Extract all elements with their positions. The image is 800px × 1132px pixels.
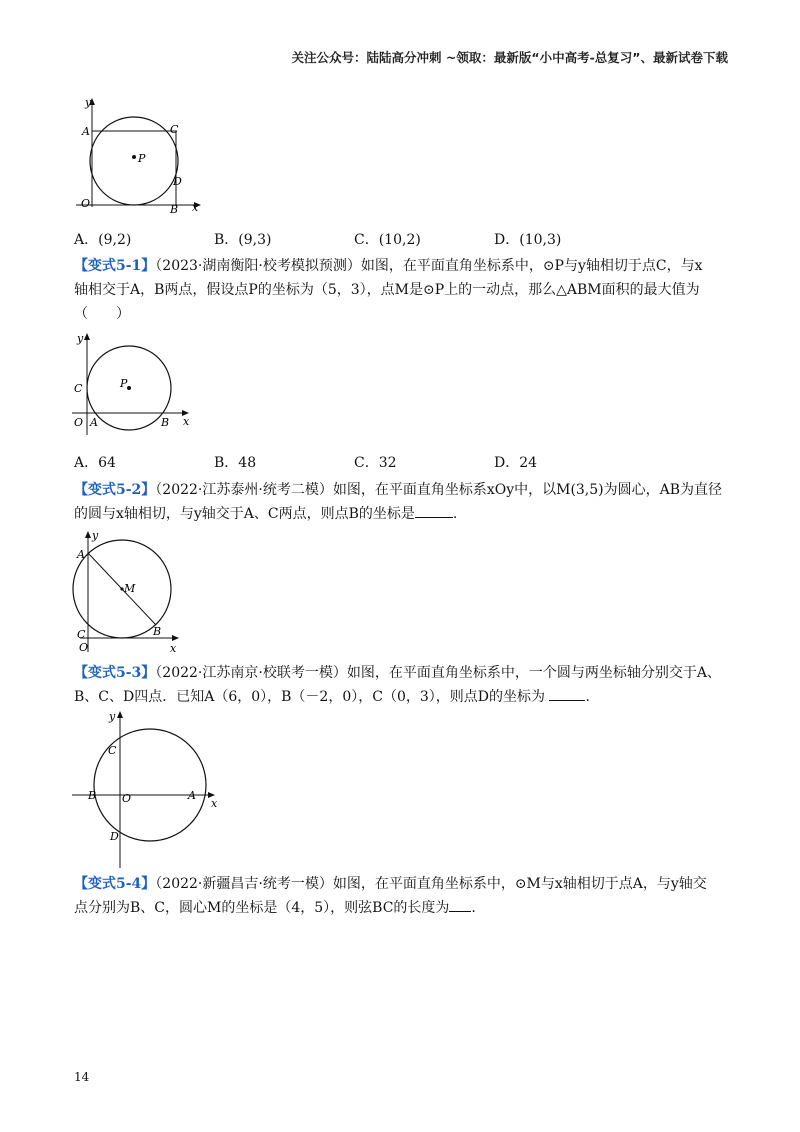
figure-square-circle [72, 95, 212, 215]
label-p: P [138, 152, 146, 165]
label-x: x [192, 201, 199, 214]
q1-option-b[interactable]: B．48 [214, 455, 257, 471]
label-m: M [124, 582, 136, 595]
label-y: y [92, 529, 99, 542]
figure-q1 [68, 330, 198, 440]
label-a: A [188, 789, 196, 802]
label-c: C [108, 744, 117, 757]
q2-tag: 【变式5-2】 [74, 482, 156, 498]
label-d: D [110, 830, 119, 843]
q0-options [74, 229, 734, 249]
label-b: B [161, 416, 170, 429]
label-c: C [77, 628, 86, 641]
q0-option-c[interactable]: C．(10,2) [354, 232, 421, 248]
label-b: B [170, 203, 179, 215]
label-x: x [170, 642, 177, 654]
q4-answer-blank[interactable] [449, 897, 471, 912]
label-c: C [74, 382, 83, 395]
label-b: B [88, 789, 97, 802]
q1-text: 【变式5-1】（2023·湖南衡阳·校考模拟预测）如图，在平面直角坐标系中，⊙P与y轴相切于点C，与x 轴相交于A，B两点，假设点P的坐标为（5，3），点M是⊙P上的一动点，那么△ABM面积的最大值为 （ ） [74, 258, 703, 322]
page-header: 关注公众号：陆陆高分冲刺 ~领取：最新版“小中高考-总复习”、最新试卷下载 [291, 50, 728, 65]
q4-tag: 【变式5-4】 [74, 876, 156, 892]
q4-text: 【变式5-4】（2022·新疆昌吉·统考一模）如图，在平面直角坐标系中，⊙M与x轴相切于点A，与y轴交 点分别为B、C，圆心M的坐标是（4，5），则弦BC的长度为 . [74, 876, 707, 916]
q0-option-a[interactable]: A．(9,2) [74, 232, 132, 248]
label-x: x [183, 415, 190, 428]
label-y: y [85, 96, 92, 109]
page-number: 14 [74, 1070, 90, 1084]
q3-text: 【变式5-3】（2022·江苏南京·校联考一模）如图，在平面直角坐标系中，一个圆与两坐标轴分别交于A、 B、C、D四点．已知A（6，0），B（－2，0），C（0，3），则点D的坐标为 . [74, 665, 721, 705]
label-d: D [173, 175, 182, 188]
label-p: P [120, 377, 128, 390]
q2-text: 【变式5-2】（2022·江苏泰州·统考二模）如图，在平面直角坐标系xOy中，以M(3,5)为圆心，AB为直径 的圆与x轴相切，与y轴交于A、C两点，则点B的坐标是 . [74, 482, 723, 522]
label-a: A [82, 125, 90, 138]
label-a: A [77, 548, 85, 561]
label-x: x [211, 797, 218, 810]
q1-option-d[interactable]: D．24 [494, 455, 538, 471]
q2-answer-blank[interactable] [415, 503, 453, 518]
q1-option-a[interactable]: A．64 [74, 455, 116, 471]
label-c: C [170, 123, 179, 136]
figure-q3 [72, 708, 222, 870]
label-y: y [109, 710, 116, 723]
label-o: O [122, 792, 132, 805]
q0-option-b[interactable]: B．(9,3) [214, 232, 272, 248]
q1-tag: 【变式5-1】 [74, 258, 156, 274]
figure-q2 [66, 528, 192, 654]
label-o: O [79, 641, 89, 654]
q3-answer-blank[interactable] [549, 686, 585, 701]
label-y: y [77, 332, 84, 345]
label-o: O [81, 197, 91, 210]
label-a: A [90, 416, 98, 429]
q1-options [74, 452, 734, 472]
label-o: O [74, 416, 84, 429]
q1-option-c[interactable]: C．32 [354, 455, 397, 471]
q0-option-d[interactable]: D．(10,3) [494, 232, 562, 248]
label-b: B [153, 625, 162, 638]
q3-tag: 【变式5-3】 [74, 665, 156, 681]
